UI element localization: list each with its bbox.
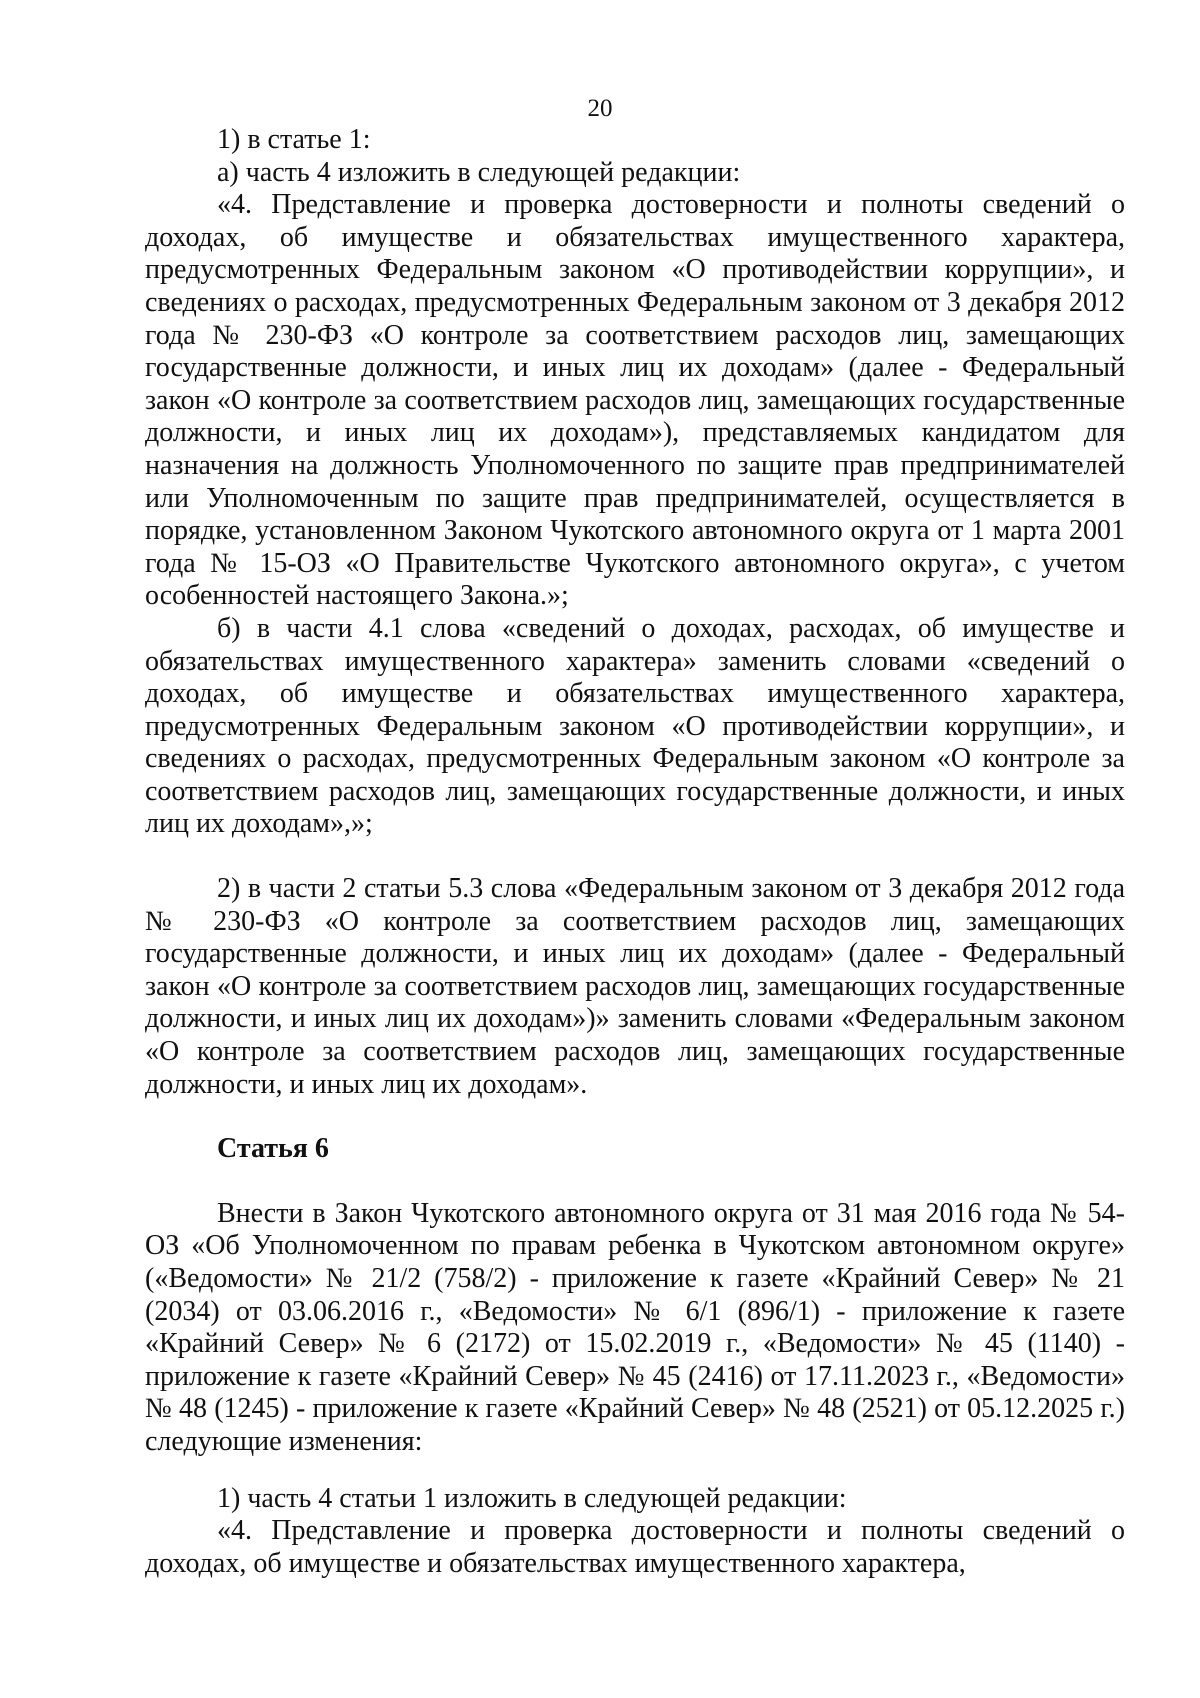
- spacer: [145, 1459, 1125, 1483]
- document-body: [145, 124, 1125, 1580]
- paragraph-article-6-intro: Внести в Закон Чукотского автономного округа от 31 мая 2016 года № 54-ОЗ «Об Уполномоченном по правам ребенка в Чукотском автономном округе» («Ведомости» № 21/2 (758/2) - приложение к газете «Крайний Север» № 21 (2034) от 03.06.2016 г., «Ведомости» № 6/1 (896/1) - приложение к газете «Крайний Север» № 6 (2172) от 15.02.2019 г., «Ведомости» № 45 (1140) - приложение к газете «Крайний Север» № 45 (2416) от 17.11.2023 г., «Ведомости» № 48 (1245) - приложение к газете «Крайний Север» № 48 (2521) от 05.12.2025 г.) следующие изменения:: [145, 1197, 1125, 1457]
- article-6-heading: Статья 6: [217, 1133, 329, 1165]
- paragraph-article-1-intro: 1) в статье 1:: [217, 124, 371, 155]
- paragraph-subpoint-b: б) в части 4.1 слова «сведений о доходах, расходах, об имуществе и обязательствах имущественного характера» заменить словами «сведений о доходах, об имуществе и обязательствах имущественного характера, предусмотренных Федеральным законом «О противодействии коррупции», и сведениях о расходах, предусмотренных Федеральным законом «О контроле за соответствием расходов лиц, замещающих государственные должности, и иных лиц их доходам»,»;: [145, 612, 1125, 840]
- paragraph-article-6-part-4-text: «4. Представление и проверка достоверности и полноты сведений о доходах, об имуществе и обязательствах имущественного характера,: [145, 1515, 1125, 1579]
- paragraph-part-4-text: «4. Представление и проверка достоверности и полноты сведений о доходах, об имуществе и обязательствах имущественного характера, предусмотренных Федеральным законом «О противодействии коррупции», и сведениях о расходах, предусмотренных Федеральным законом от 3 декабря 2012 года № 230-ФЗ «О контроле за соответствием расходов лиц, замещающих государственные должности, и иных лиц их доходам» (далее - Федеральный закон «О контроле за соответствием расходов лиц, замещающих государственные должности, и иных лиц их доходам»), представляемых кандидатом для назначения на должность Уполномоченного по защите прав предпринимателей или Уполномоченным по защите прав предпринимателей, осуществляется в порядке, установленном Законом Чукотского автономного округа от 1 марта 2001 года № 15-ОЗ «О Правительстве Чукотского автономного округа», с учетом особенностей настоящего Закона.»;: [145, 189, 1125, 612]
- paragraph-subpoint-a: а) часть 4 изложить в следующей редакции:: [217, 156, 741, 188]
- paragraph-article-6-point-1: 1) часть 4 статьи 1 изложить в следующей редакции:: [217, 1482, 847, 1514]
- spacer: [145, 841, 1125, 873]
- spacer: [145, 1101, 1125, 1133]
- paragraph-point-2: 2) в части 2 статьи 5.3 слова «Федеральным законом от 3 декабря 2012 года № 230-ФЗ «О контроле за соответствием расходов лиц, замещающих государственные должности, и иных лиц их доходам» (далее - Федеральный закон «О контроле за соответствием расходов лиц, замещающих государственные должности, и иных лиц их доходам»)» заменить словами «Федеральным законом «О контроле за соответствием расходов лиц, замещающих государственные должности, и иных лиц их доходам».: [145, 873, 1125, 1100]
- page-number: 20: [587, 95, 613, 122]
- spacer: [145, 1166, 1125, 1198]
